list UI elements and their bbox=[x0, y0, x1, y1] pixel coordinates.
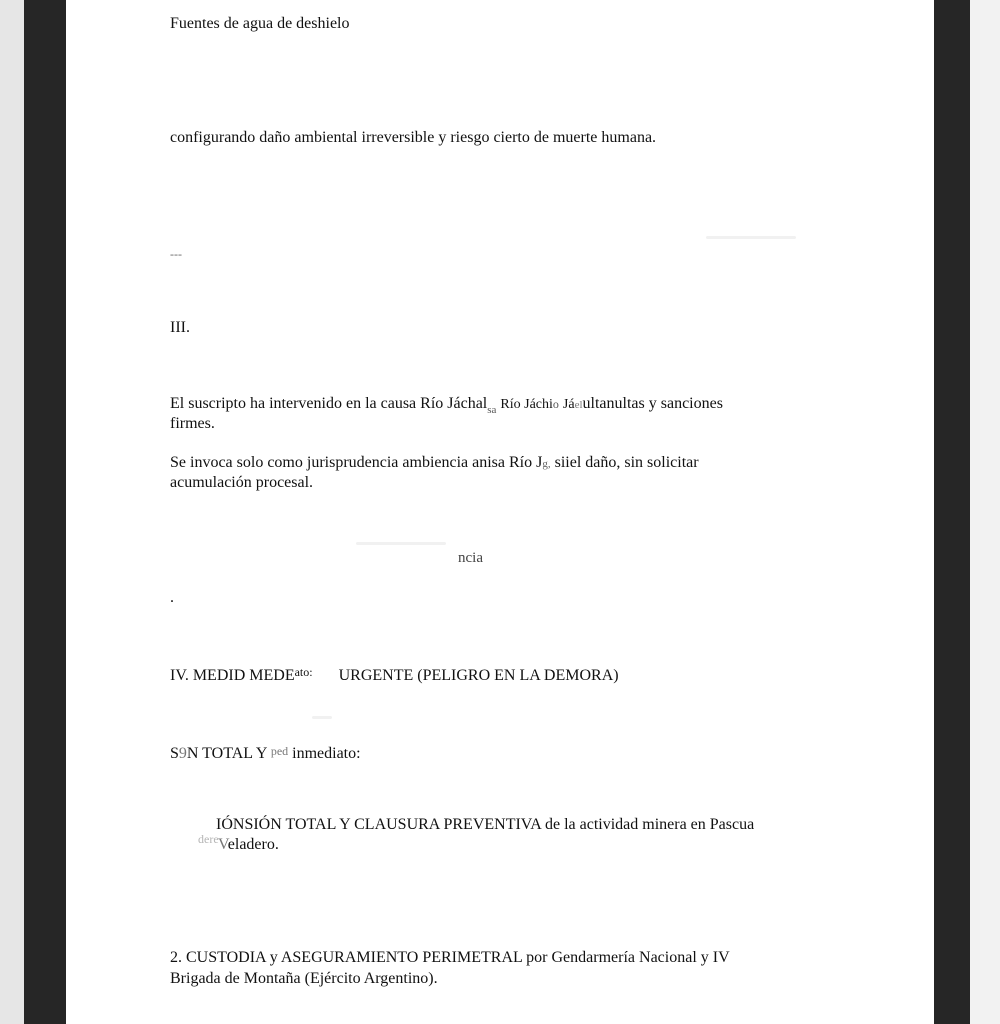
document-page bbox=[66, 0, 934, 1024]
suscripto-text-b: Río Jáchi bbox=[500, 397, 553, 412]
invoca-text-b: siiel daño, sin solicitar bbox=[554, 454, 699, 471]
paragraph-suspension-line-1 bbox=[216, 815, 754, 835]
faded-artifact bbox=[706, 236, 796, 239]
medida-text-b: URGENTE (PELIGRO EN LA DEMORA) bbox=[338, 667, 619, 684]
paragraph-fuentes: Fuentes de agua de deshielo bbox=[170, 15, 350, 32]
section-heading-iv bbox=[170, 662, 619, 686]
suscripto-text-d: ultanultas y sanciones bbox=[582, 395, 723, 412]
suspension-text-b: de la actividad minera en Pascua bbox=[540, 816, 755, 833]
overlap-artifact-el: el bbox=[574, 399, 583, 411]
paragraph-custodia-line-2: Brigada de Montaña (Ejército Argentino). bbox=[170, 970, 438, 987]
medida-superscript: ato: bbox=[294, 665, 313, 679]
viewer-right-edge bbox=[970, 0, 1000, 1024]
suspension-text-2: eladero. bbox=[227, 836, 279, 853]
viewer-right-margin bbox=[934, 0, 970, 1024]
viewer-left-edge bbox=[0, 0, 24, 1024]
invoca-text-a: Se invoca solo como jurisprudencia ambiencia anisa Río J bbox=[170, 454, 543, 471]
medida-text-a: IV. MEDID MEDE bbox=[170, 667, 295, 684]
overlap-artifact-ped: ped bbox=[270, 744, 289, 758]
son-total-text-c: inmediato: bbox=[292, 745, 361, 762]
suspension-text-a: IÓNSIÓN TOTAL Y CLAUSURA PREVENTIVA bbox=[216, 816, 541, 833]
suscripto-text-c: Já bbox=[562, 397, 575, 412]
son-total-text-a: S bbox=[170, 745, 179, 762]
paragraph-son-total: S9N TOTAL Y ped inmediato: bbox=[170, 744, 361, 762]
paragraph-invoca-line-2: acumulación procesal. bbox=[170, 474, 314, 491]
faded-artifact bbox=[312, 716, 332, 719]
faded-artifact bbox=[356, 542, 446, 545]
paragraph-suspension-line-2: Veladero. bbox=[218, 836, 279, 853]
paragraph-suscripto-line-2: firmes. bbox=[170, 415, 215, 432]
paragraph-invoca-line-1 bbox=[170, 453, 699, 474]
suscripto-text-a: El suscripto ha intervenido en la causa Río Jáchal bbox=[170, 395, 488, 412]
overlap-artifact-ga: g, bbox=[542, 458, 551, 470]
viewer-left-margin bbox=[24, 0, 66, 1024]
paragraph-suscripto-line-1 bbox=[170, 394, 723, 420]
separator: --- bbox=[170, 247, 182, 261]
overlap-artifact-sa: sa bbox=[487, 404, 497, 416]
paragraph-configurando: configurando daño ambiental irreversible y riesgo cierto de muerte humana. bbox=[170, 129, 657, 146]
overlap-artifact-o: o bbox=[552, 397, 559, 411]
overlap-artifact-dere: dere bbox=[198, 832, 219, 846]
son-total-text-b: N TOTAL Y bbox=[186, 745, 267, 762]
section-heading-iii: III. bbox=[170, 319, 190, 336]
stray-dot: . bbox=[170, 589, 174, 606]
fragment-ncia: ncia bbox=[458, 550, 483, 566]
paragraph-custodia-line-1: 2. CUSTODIA y ASEGURAMIENTO PERIMETRAL por Gendarmería Nacional y IV bbox=[170, 949, 730, 966]
